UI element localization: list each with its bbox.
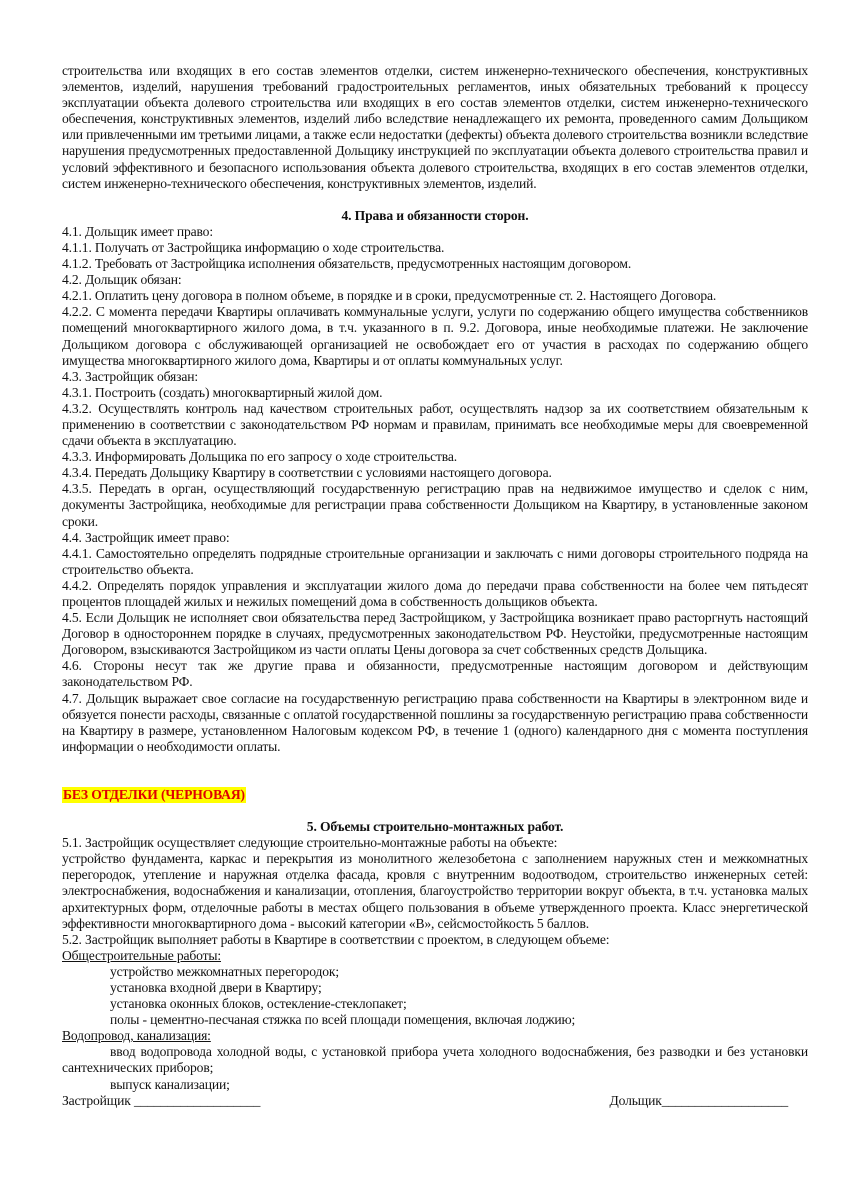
clause: 4.4.2. Определять порядок управления и эксплуатации жилого дома до передачи права собственности на более чем пятьдесят процентов площадей жилых и нежилых помещений дома в собственность дольщиков объекта. (62, 577, 808, 609)
clause-body: устройство фундамента, каркас и перекрытия из монолитного железобетона с заполнением наружных стен и межкомнатных перегородок, утепление и наружная отделка фасада, кровля с внутренним водоотводом, строительство инженерных сетей: электроснабжения, водоснабжения и канализации, отопления, благоустройство территории вокруг объекта, в т.ч. установка малых архитектурных форм, отделочные работы в местах общего пользования в объеме утвержденного проекта. Класс энергетической эффективности многоквартирного дома - высокий категории «В», сейсмостойкость 5 баллов. (62, 851, 808, 931)
list-item: устройство межкомнатных перегородок; (110, 963, 339, 979)
clause: 4.3.4. Передать Дольщику Квартиру в соответствии с условиями настоящего договора. (62, 465, 552, 481)
clause: 4.3.1. Построить (создать) многоквартирный жилой дом. (62, 384, 383, 400)
clause: 4.1.2. Требовать от Застройщика исполнения обязательств, предусмотренных настоящим договором. (62, 256, 632, 272)
clause: 4.4.1. Самостоятельно определять подрядные строительные организации и заключать с ними договоры строительного подряда на строительство объекта. (62, 545, 808, 577)
list-item: установка оконных блоков, остекление-стеклопакет; (110, 996, 407, 1012)
clause: 4.7. Дольщик выражает свое согласие на государственную регистрацию права собственности на Квартиры в электронном виде и обязуется понести расходы, связанные с оплатой государственной пошлины за государственную регистрацию права собственности на Квартиру в размере, установленном Налоговым кодексом РФ, в течение 1 (одного) календарного дня с момента поступления информации о необходимости оплаты. (62, 690, 808, 754)
clause: 4.2.2. С момента передачи Квартиры оплачивать коммунальные услуги, услуги по содержанию общего имущества собственников помещений многоквартирного жилого дома, в т.ч. указанного в п. 9.2. Договора, иные необходимые платежи. Не заключение Дольщиком договора с обслуживающей организацией не освобождает его от участия в расходах по содержанию общего имущества многоквартирного жилого дома, Квартиры и от оплаты коммунальных услуг. (62, 304, 808, 368)
list-item: установка входной двери в Квартиру; (110, 979, 322, 995)
clause: 5.1. Застройщик осуществляет следующие строительно-монтажные работы на объекте: (62, 835, 558, 851)
highlight-label: БЕЗ ОТДЕЛКИ (ЧЕРНОВАЯ) (63, 786, 245, 802)
general-works-title: Общестроительные работы: (62, 947, 221, 963)
clause: 4.1.1. Получать от Застройщика информацию о ходе строительства. (62, 239, 445, 255)
document-page (62, 63, 808, 1109)
section-4-items (62, 224, 808, 755)
list-item: выпуск канализации; (110, 1076, 230, 1092)
clause: 5.2. Застройщик выполняет работы в Квартире в соответствии с проектом, в следующем объеме: (62, 931, 610, 947)
section-5-heading: 5. Объемы строительно-монтажных работ. (306, 819, 564, 835)
section-4-heading: 4. Права и обязанности сторон. (341, 207, 529, 223)
developer-signature: Застройщик ___________________ (62, 1092, 261, 1108)
list-item: ввод водопровода холодной воды, с установкой прибора учета холодного водоснабжения, без разводки и без установки сантехнических приборов; (62, 1044, 808, 1076)
clause: 4.3.5. Передать в орган, осуществляющий государственную регистрацию прав на недвижимое имущество и сделок с ним, документы Застройщика, необходимые для регистрации права собственности Дольщиком на Квартиру, в установленные законом сроки. (62, 481, 808, 529)
water-works-title: Водопровод, канализация: (62, 1028, 211, 1044)
clause: 4.2. Дольщик обязан: (62, 272, 182, 288)
shareholder-signature: Дольщик___________________ (609, 1092, 788, 1108)
clause: 4.3.2. Осуществлять контроль над качеством строительных работ, осуществлять надзор за их соответствием обязательным к применению в соответствии с законодательством РФ нормам и правилам, принимать все необходимые меры для своевременной сдачи объекта в эксплуатацию. (62, 400, 808, 449)
signature-row (62, 1093, 808, 1109)
clause: 4.3.3. Информировать Дольщика по его запросу о ходе строительства. (62, 449, 458, 465)
clause: 4.6. Стороны несут так же другие права и обязанности, предусмотренные настоящим договором и действующим законодательством РФ. (62, 658, 808, 690)
clause: 4.3. Застройщик обязан: (62, 368, 199, 384)
intro-paragraph: строительства или входящих в его состав элементов отделки, систем инженерно-технического обеспечения, конструктивных элементов, изделий, нарушения требований градостроительных регламентов, иных обязательных требований к процессу эксплуатации объекта долевого строительства или входящих в его состав элементов отделки, систем инженерно-технического обеспечения, конструктивных элементов, изделий либо вследствие ненадлежащего их ремонта, проведенного самим Дольщиком или привлеченными им третьими лицами, а также если недостатки (дефекты) объекта долевого строительства возникли вследствие нарушения предусмотренных предоставленной Дольщику инструкцией по эксплуатации объекта долевого строительства правил и условий эффективного и безопасного использования объекта долевого строительства, входящих в его состав элементов отделки, систем инженерно-технического обеспечения, конструктивных элементов, изделий. (62, 63, 808, 191)
clause: 4.1. Дольщик имеет право: (62, 223, 213, 239)
clause: 4.2.1. Оплатить цену договора в полном объеме, в порядке и в сроки, предусмотренные ст. 2. Настоящего Договора. (62, 288, 717, 304)
clause: 4.5. Если Дольщик не исполняет свои обязательства перед Застройщиком, у Застройщика возникает право расторгнуть настоящий Договор в одностороннем порядке в случаях, предусмотренных законодательством РФ. Неустойки, предусмотренные настоящим Договором, взыскиваются Застройщиком из части оплаты Цены договора за счет собственных средств Дольщика. (62, 610, 808, 658)
clause: 4.4. Застройщик имеет право: (62, 529, 230, 545)
list-item: полы - цементно-песчаная стяжка по всей площади помещения, включая лоджию; (110, 1012, 576, 1028)
